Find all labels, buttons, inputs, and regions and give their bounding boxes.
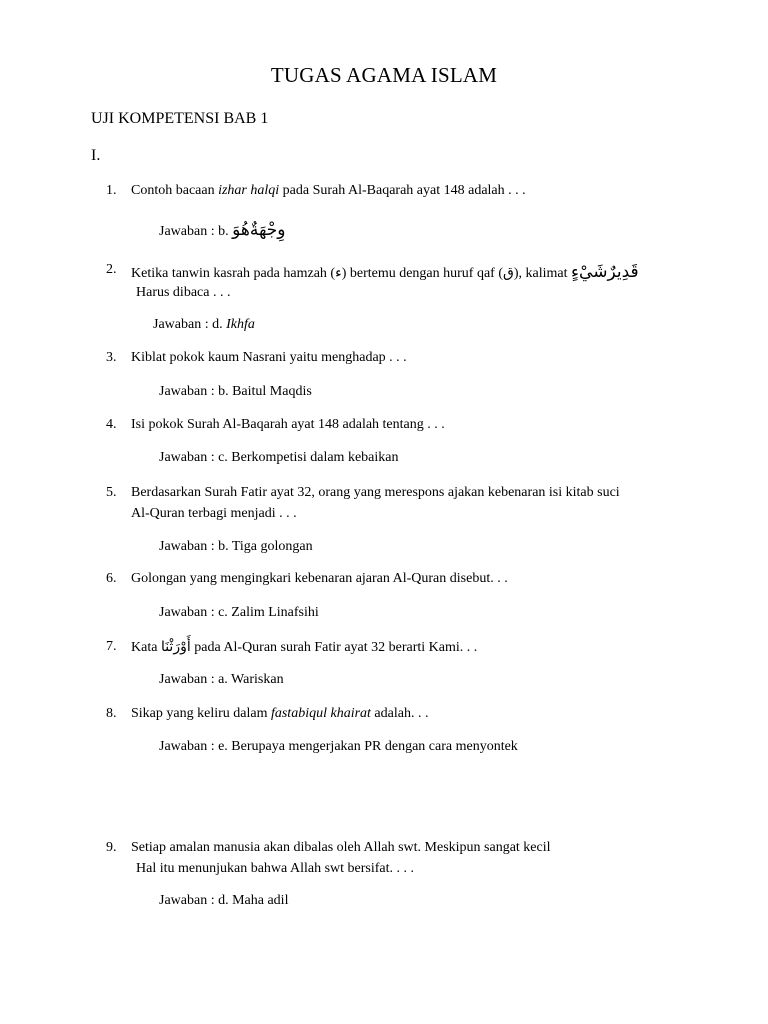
question-text: Isi pokok Surah Al-Baqarah ayat 148 adalah tentang . . . <box>131 417 445 432</box>
answer: Jawaban : e. Berupaya mengerjakan PR dengan cara menyontek <box>159 739 518 754</box>
question-number: 4. <box>106 417 117 432</box>
answer: Jawaban : b. Baitul Maqdis <box>159 384 312 399</box>
section-heading: UJI KOMPETENSI BAB 1 <box>91 110 269 127</box>
question-text: Golongan yang mengingkari kebenaran ajaran Al-Quran disebut. . . <box>131 571 508 586</box>
document-title: TUGAS AGAMA ISLAM <box>270 63 498 87</box>
answer: Jawaban : b. Tiga golongan <box>159 539 313 554</box>
question-number: 3. <box>106 350 117 365</box>
question-text-line2: Al-Quran terbagi menjadi . . . <box>131 506 297 521</box>
answer: Jawaban : a. Wariskan <box>159 672 284 687</box>
question-text: Kiblat pokok kaum Nasrani yaitu menghadap . . . <box>131 350 407 365</box>
question-number: 5. <box>106 485 117 500</box>
question-number: 8. <box>106 706 117 721</box>
question-text-line2: Harus dibaca . . . <box>136 285 231 300</box>
question-text: Sikap yang keliru dalam fastabiqul khairat adalah. . . <box>131 706 429 721</box>
question-number: 7. <box>106 639 117 654</box>
answer: Jawaban : c. Zalim Linafsihi <box>159 605 319 620</box>
answer: Jawaban : b. وِجْهَةٌهُوَ <box>159 220 286 240</box>
question-text: Ketika tanwin kasrah pada hamzah (ء) bertemu dengan huruf qaf (ق), kalimat قَدِيرٌشَيْءٍ <box>131 262 639 282</box>
question-text: Contoh bacaan izhar halqi pada Surah Al-Baqarah ayat 148 adalah . . . <box>131 183 526 198</box>
question-number: 6. <box>106 571 117 586</box>
question-number: 2. <box>106 262 117 277</box>
answer: Jawaban : d. Maha adil <box>159 893 289 908</box>
question-number: 1. <box>106 183 117 198</box>
part-label: I. <box>91 147 101 164</box>
arabic-answer: وِجْهَةٌهُوَ <box>232 220 286 240</box>
answer: Jawaban : d. Ikhfa <box>153 317 255 332</box>
question-text: Kata أَوْرَثْنَا pada Al-Quran surah Fatir ayat 32 berarti Kami. . . <box>131 639 478 655</box>
question-text: Berdasarkan Surah Fatir ayat 32, orang yang merespons ajakan kebenaran isi kitab suci <box>131 485 620 500</box>
question-text-line2: Hal itu menunjukan bahwa Allah swt bersifat. . . . <box>136 861 414 876</box>
question-number: 9. <box>106 840 117 855</box>
question-text: Setiap amalan manusia akan dibalas oleh Allah swt. Meskipun sangat kecil <box>131 840 551 855</box>
answer: Jawaban : c. Berkompetisi dalam kebaikan <box>159 450 399 465</box>
